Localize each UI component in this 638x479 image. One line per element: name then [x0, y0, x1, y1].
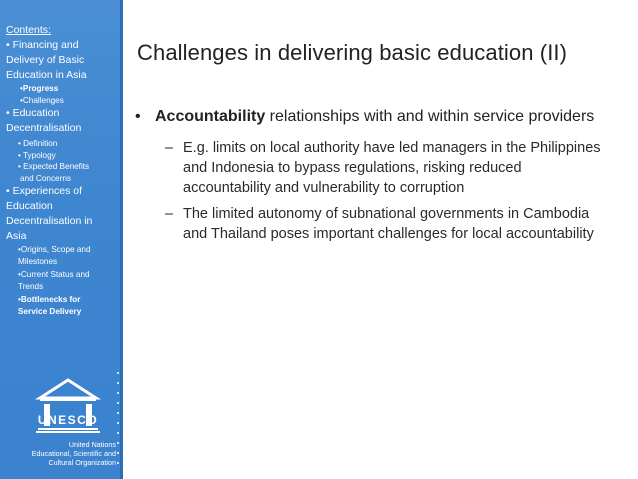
- toc-subitem-challenges[interactable]: •Challenges: [20, 95, 64, 105]
- unesco-temple-logo-icon: [18, 376, 118, 470]
- toc-subitem-bottlenecks[interactable]: •Bottlenecks for Service Delivery: [18, 295, 82, 316]
- slide-title: Challenges in delivering basic education (II): [137, 40, 568, 65]
- toc-subitem-origins[interactable]: •Origins, Scope and Milestones: [18, 245, 91, 266]
- subbullet-example: [135, 138, 605, 198]
- contents-heading: Contents:: [6, 24, 51, 36]
- dash-icon: –: [165, 206, 174, 222]
- toc-subitem-progress[interactable]: •Progress: [20, 84, 59, 93]
- toc-subitem-definition[interactable]: • Definition: [18, 139, 58, 148]
- toc-subitem-benefits[interactable]: • Expected Benefits and Concerns: [18, 162, 90, 183]
- unesco-acronym: UNESCO: [37, 413, 99, 427]
- decorative-dots: [117, 372, 120, 472]
- toc-item-financing[interactable]: • Financing and Delivery of Basic Education in Asia: [6, 39, 87, 81]
- bullet-text: relationships with and within service providers: [265, 108, 595, 125]
- subbullet-autonomy: [135, 204, 605, 244]
- slide-body: [135, 106, 605, 244]
- unesco-line-2: Educational, Scientific and: [31, 449, 116, 458]
- dash-icon: –: [165, 140, 174, 156]
- bullet-bold-term: Accountability: [155, 108, 266, 125]
- toc-subitem-current-status[interactable]: •Current Status and Trends: [18, 270, 90, 291]
- subbullet-text: E.g. limits on local authority have led managers in the Philippines and Indonesia to bypass regulations, risking reduced accountability and vulnerability to corruption: [183, 140, 601, 196]
- unesco-line-1: United Nations: [68, 440, 116, 449]
- toc-item-experiences[interactable]: • Experiences of Education Decentralisation in Asia: [6, 185, 93, 242]
- unesco-line-3: Cultural Organization: [48, 458, 116, 467]
- contents-list: [6, 23, 118, 317]
- bullet-accountability: [135, 106, 605, 128]
- subbullet-text: The limited autonomy of subnational governments in Cambodia and Thailand poses important challenges for local accountability: [183, 206, 594, 242]
- bullet-dot-icon: •: [135, 108, 141, 125]
- toc-subitem-typology[interactable]: • Typology: [18, 150, 56, 160]
- sidebar-edge: [120, 0, 123, 479]
- toc-item-decentralisation[interactable]: • Education Decentralisation: [6, 107, 82, 134]
- contents-sidebar: [0, 0, 123, 479]
